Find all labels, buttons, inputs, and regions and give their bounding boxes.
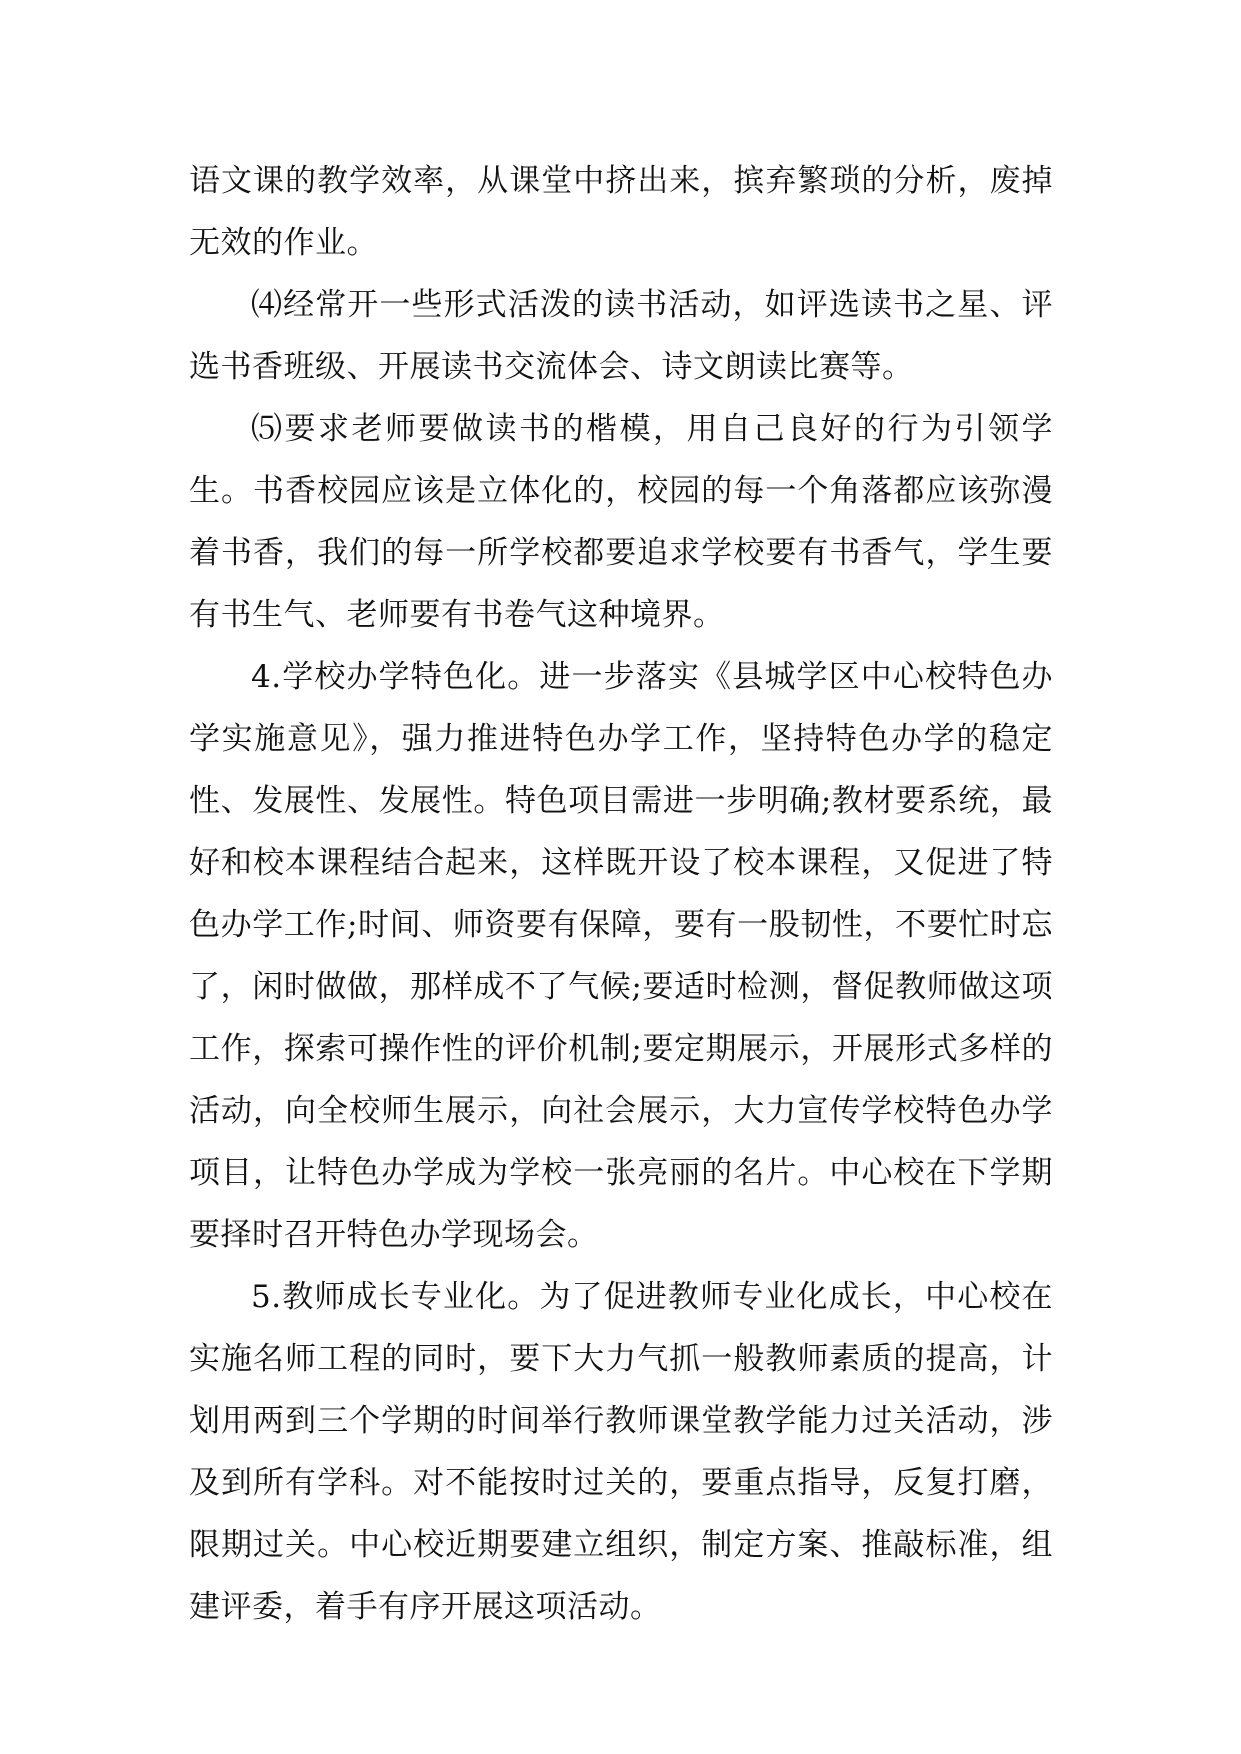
paragraph-item-4: ⑷经常开一些形式活泼的读书活动，如评选读书之星、评选书香班级、开展读书交流体会、诗文朗读比赛等。 [189,287,1053,385]
paragraph-item-5: ⑸要求老师要做读书的楷模，用自己良好的行为引领学生。书香校园应该是立体化的，校园的每一个角落都应该弥漫着书香，我们的每一所学校都要追求学校要有书香气，学生要有书生气、老师要有书卷气这种境界。 [189,411,1053,633]
paragraph-continuation: 语文课的教学效率，从课堂中挤出来，摈弃繁琐的分析，废掉无效的作业。 [189,163,1053,261]
document-body [189,150,1053,1638]
paragraph-section-5: 5.教师成长专业化。为了促进教师专业化成长，中心校在实施名师工程的同时，要下大力气抓一般教师素质的提高，计划用两到三个学期的时间举行教师课堂教学能力过关活动，涉及到所有学科。对不能按时过关的，要重点指导，反复打磨，限期过关。中心校近期要建立组织，制定方案、推敲标准，组建评委，着手有序开展这项活动。 [189,1279,1053,1625]
paragraph-section-4: 4.学校办学特色化。进一步落实《县城学区中心校特色办学实施意见》，强力推进特色办学工作，坚持特色办学的稳定性、发展性、发展性。特色项目需进一步明确;教材要系统，最好和校本课程结合起来，这样既开设了校本课程，又促进了特色办学工作;时间、师资要有保障，要有一股韧性，不要忙时忘了，闲时做做，那样成不了气候;要适时检测，督促教师做这项工作，探索可操作性的评价机制;要定期展示，开展形式多样的活动，向全校师生展示，向社会展示，大力宣传学校特色办学项目，让特色办学成为学校一张亮丽的名片。中心校在下学期要择时召开特色办学现场会。 [189,659,1053,1253]
